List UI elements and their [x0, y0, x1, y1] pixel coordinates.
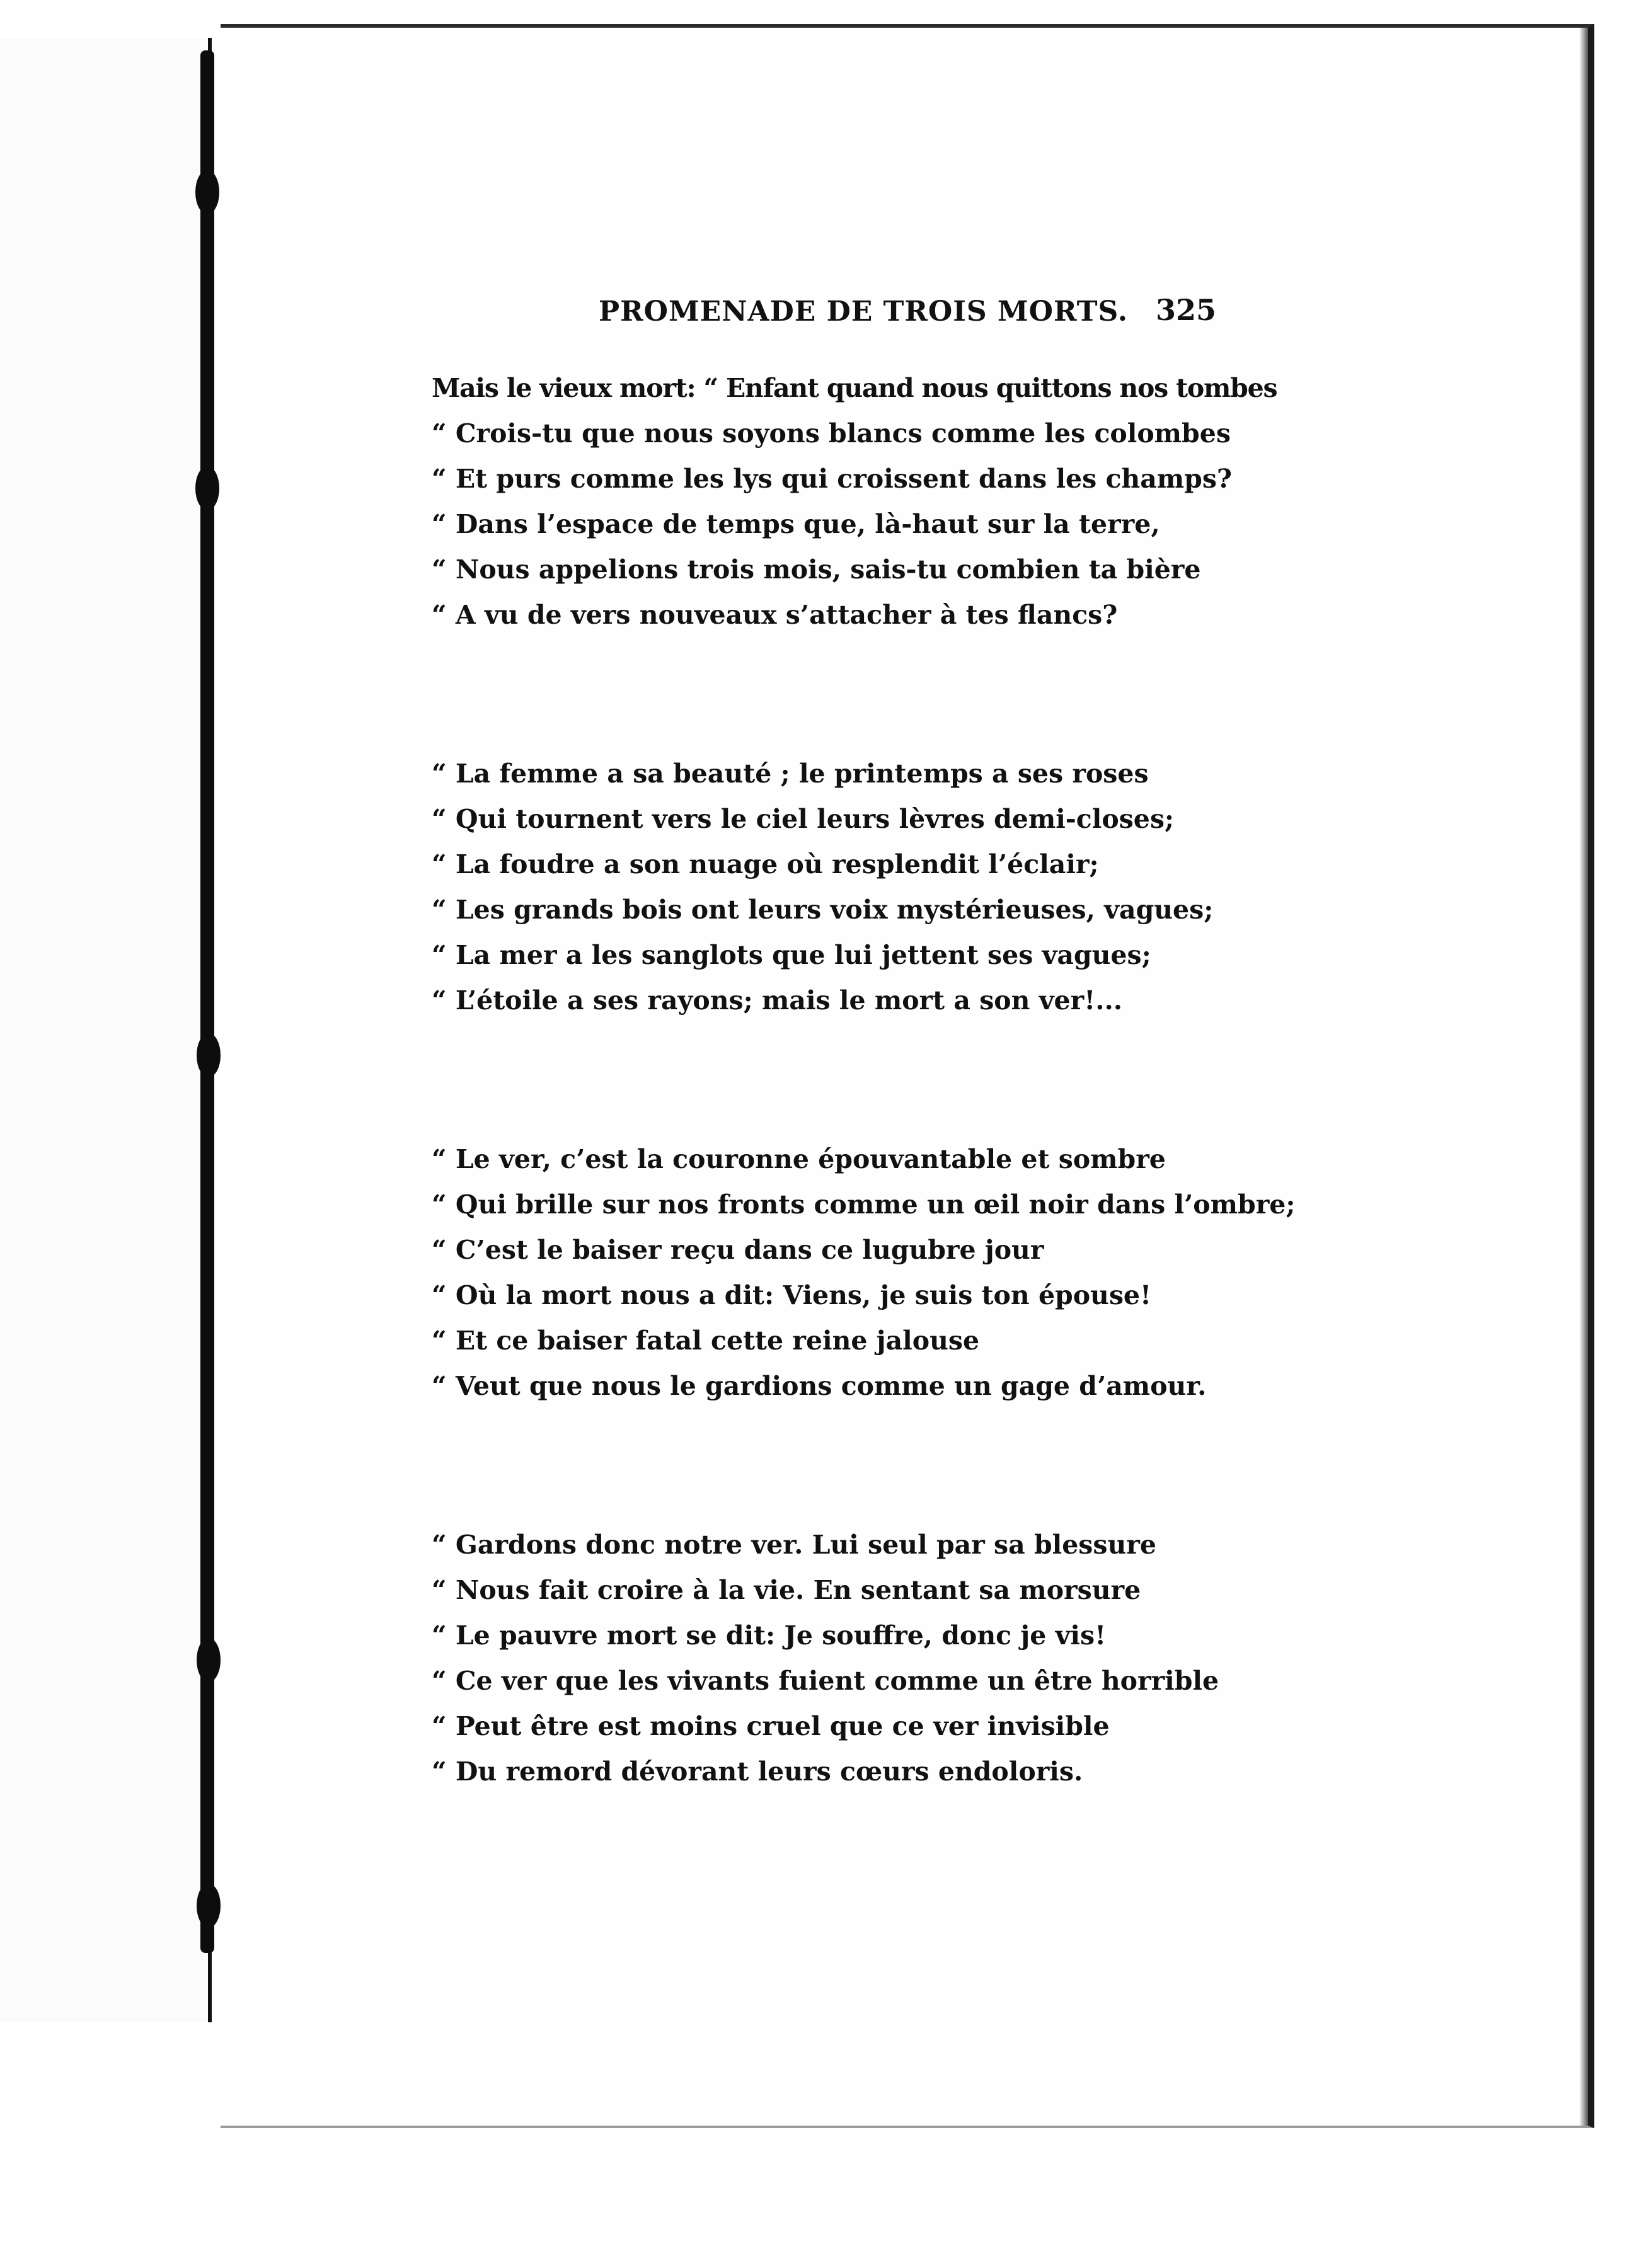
verse-line: “ Crois-tu que nous soyons blancs comme les colombes [432, 418, 1231, 449]
verse-line: “ Dans l’espace de temps que, là-haut sur la terre, [432, 509, 1160, 539]
stanza [432, 1522, 1226, 1794]
stanza [432, 1137, 1296, 1409]
running-head [391, 287, 1216, 337]
verse-line: “ L’étoile a ses rayons; mais le mort a son ver!... [432, 985, 1123, 1016]
verse-line: “ Le ver, c’est la couronne épouvantable et sombre [432, 1144, 1166, 1174]
verse-line: “ A vu de vers nouveaux s’attacher à tes flancs? [432, 600, 1118, 630]
verse-line: “ Où la mort nous a dit: Viens, je suis ton épouse! [432, 1280, 1152, 1310]
verse-line: “ Le pauvre mort se dit: Je souffre, donc je vis! [432, 1620, 1107, 1651]
verse-line: “ La femme a sa beauté ; le printemps a ses roses [432, 759, 1149, 789]
verse-line: Mais le vieux mort: “ Enfant quand nous quittons nos tombes [432, 373, 1277, 403]
verse-line: “ Veut que nous le gardions comme un gage d’amour. [432, 1371, 1207, 1401]
verse-line: “ Nous appelions trois mois, sais-tu combien ta bière [432, 554, 1201, 585]
verse-line: “ La mer a les sanglots que lui jettent ses vagues; [432, 940, 1151, 970]
verse-line: “ Et purs comme les lys qui croissent dans les champs? [432, 464, 1232, 494]
left-page-edge [0, 38, 212, 2022]
poem-body [432, 365, 1296, 1908]
stanza [432, 751, 1226, 1023]
verse-line: “ Et ce baiser fatal cette reine jalouse [432, 1326, 980, 1356]
verse-line: “ Qui tournent vers le ciel leurs lèvres demi-closes; [432, 804, 1175, 834]
stanza [432, 365, 1277, 638]
binding-mark [197, 1033, 221, 1077]
verse-line: “ Gardons donc notre ver. Lui seul par sa blessure [432, 1530, 1156, 1560]
binding-mark [195, 466, 219, 510]
verse-line: “ Peut être est moins cruel que ce ver invisible [432, 1711, 1110, 1741]
binding-mark [195, 170, 219, 214]
binding-mark [197, 1884, 221, 1928]
running-head-title: PROMENADE DE TROIS MORTS. [599, 295, 1129, 328]
page-edge-shadow [1579, 28, 1588, 2126]
verse-line: “ Ce ver que les vivants fuient comme un être horrible [432, 1666, 1219, 1696]
page-number: 325 [1155, 293, 1216, 327]
binding-mark [197, 1638, 221, 1682]
verse-line: “ Qui brille sur nos fronts comme un œil noir dans l’ombre; [432, 1189, 1296, 1220]
verse-line: “ Les grands bois ont leurs voix mystérieuses, vagues; [432, 895, 1214, 925]
verse-line: “ Du remord dévorant leurs cœurs endoloris. [432, 1756, 1083, 1787]
verse-line: “ Nous fait croire à la vie. En sentant sa morsure [432, 1575, 1141, 1605]
verse-line: “ La foudre a son nuage où resplendit l’éclair; [432, 849, 1099, 879]
verse-line: “ C’est le baiser reçu dans ce lugubre jour [432, 1235, 1044, 1265]
